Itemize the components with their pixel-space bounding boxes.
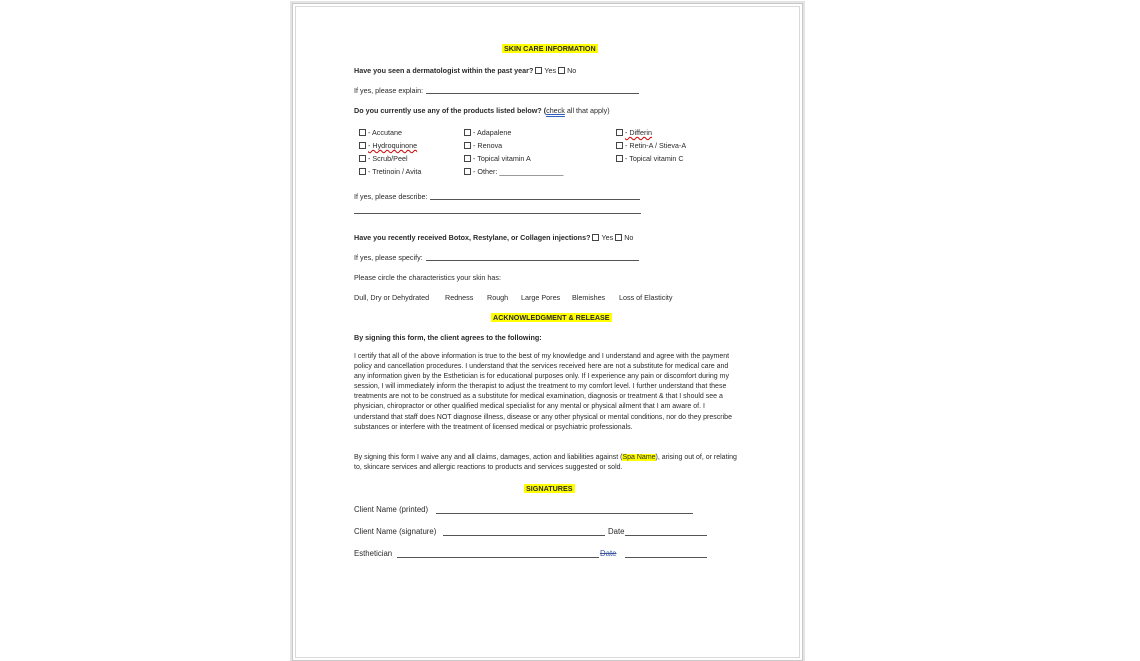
section-heading-acknowledgment: ACKNOWLEDGMENT & RELEASE [493, 313, 610, 322]
checkbox[interactable] [464, 155, 471, 162]
product-topical-vitamin-c[interactable]: - Topical vitamin C [616, 154, 684, 163]
client-printed-label: Client Name (printed) [354, 505, 429, 514]
product-adapalene[interactable]: - Adapalene [464, 128, 511, 137]
checkbox[interactable] [464, 168, 471, 175]
checkbox[interactable] [464, 129, 471, 136]
question-injections: Have you recently received Botox, Restylane, or Collagen injections? Yes No [354, 233, 634, 242]
product-accutane[interactable]: - Accutane [359, 128, 402, 137]
skin-option-dull[interactable]: Dull, Dry or Dehydrated [354, 293, 430, 302]
checkbox-yes[interactable] [535, 67, 542, 74]
waiver-paragraph: By signing this form I waive any and all claims, damages, action and liabilities against (Spa Name), arising out of, or relating to, skincare services and allergic reactions to products and services suggested or sold. [354, 454, 737, 472]
skin-instruction: Please circle the characteristics your skin has: [354, 273, 502, 282]
section-heading-signatures: SIGNATURES [526, 484, 573, 493]
section-heading-skin-care: SKIN CARE INFORMATION [504, 44, 596, 53]
product-scrub-peel[interactable]: - Scrub/Peel [359, 154, 408, 163]
checkbox[interactable] [616, 142, 623, 149]
checkbox-no[interactable] [558, 67, 565, 74]
date-line[interactable] [625, 535, 707, 536]
product-tretinoin[interactable]: - Tretinoin / Avita [359, 167, 421, 176]
product-renova[interactable]: - Renova [464, 141, 502, 150]
checkbox[interactable] [464, 142, 471, 149]
product-topical-vitamin-a[interactable]: - Topical vitamin A [464, 154, 531, 163]
checkbox-yes[interactable] [592, 234, 599, 241]
checkbox[interactable] [359, 129, 366, 136]
skin-option-loss-elasticity[interactable]: Loss of Elasticity [619, 293, 673, 302]
explain-label: If yes, please explain: [354, 86, 424, 95]
date-label: Date [608, 527, 625, 536]
page-content-area [295, 6, 800, 658]
specify-label: If yes, please specify: [354, 253, 423, 262]
skin-option-rough[interactable]: Rough [487, 293, 509, 302]
client-signature-label: Client Name (signature) [354, 527, 437, 536]
product-hydroquinone[interactable]: - Hydroquinone [359, 141, 417, 150]
product-other[interactable]: - Other: ________________ [464, 167, 563, 176]
describe-label: If yes, please describe: [354, 192, 428, 201]
client-printed-line[interactable] [436, 513, 693, 514]
checkbox[interactable] [359, 142, 366, 149]
esthetician-line[interactable] [397, 557, 599, 558]
skin-option-blemishes[interactable]: Blemishes [572, 293, 606, 302]
ack-intro: By signing this form, the client agrees to the following: [354, 333, 542, 342]
client-signature-line[interactable] [443, 535, 605, 536]
skin-option-large-pores[interactable]: Large Pores [521, 293, 561, 302]
checkbox[interactable] [616, 155, 623, 162]
esthetician-label: Esthetician [354, 549, 393, 558]
describe-line-2[interactable] [354, 213, 641, 214]
question-products: Do you currently use any of the products listed below? (check all that apply) [354, 106, 610, 115]
explain-line[interactable] [426, 93, 639, 94]
question-dermatologist: Have you seen a dermatologist within the past year? Yes No [354, 66, 577, 75]
date-label-2: Date [600, 549, 617, 558]
checkbox[interactable] [359, 155, 366, 162]
describe-line-1[interactable] [430, 199, 640, 200]
ack-paragraph: I certify that all of the above information is true to the best of my knowledge and I understand and agree with the payment policy and cancellation procedures. I understand that the services received here are not a substitute for medical care and any information given by the Esthetician is for educational purposes only. If I experience any pain or discomfort during my session, I will immediately inform the therapist to adjust the treatment to my comfort level. I further understand that these treatments are not to be construed as a substitute for medical examination, diagnosis or treatment & that I should see a physician, chiropractor or other qualified medical specialist for any mental or physical ailment that I am aware of. I understand that staff does NOT diagnose illness, disease or any other physical or mental conditions, nor do they prescribe substances or interfere with the treatment of licensed medical or psychiatric professionals. [354, 353, 732, 431]
checkbox-no[interactable] [615, 234, 622, 241]
checkbox[interactable] [359, 168, 366, 175]
product-differin[interactable]: - Differin [616, 128, 652, 137]
skin-option-redness[interactable]: Redness [445, 293, 474, 302]
specify-line[interactable] [426, 260, 639, 261]
checkbox[interactable] [616, 129, 623, 136]
product-retin-a[interactable]: - Retin-A / Stieva-A [616, 141, 686, 150]
date-line-2[interactable] [625, 557, 707, 558]
